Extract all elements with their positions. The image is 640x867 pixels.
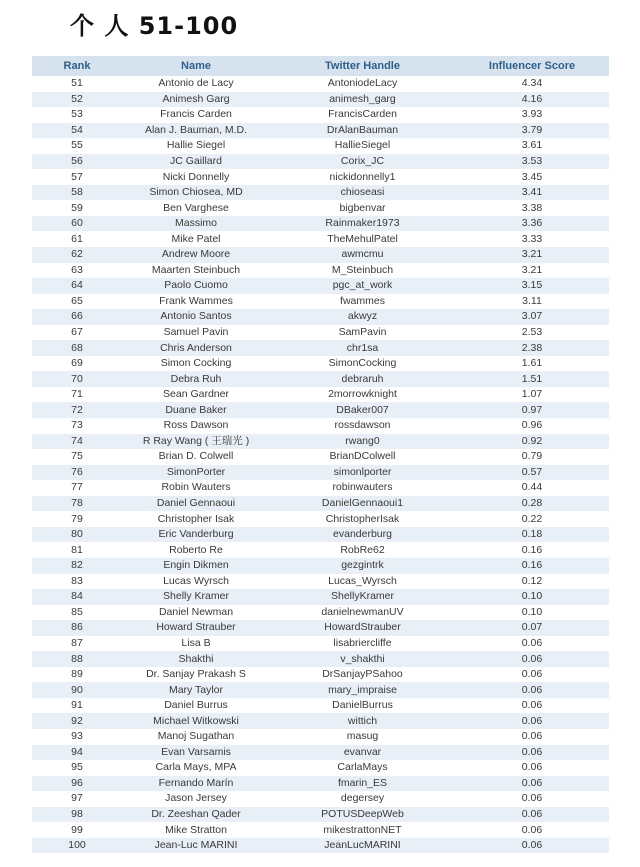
cell-twitter-handle: TheMehulPatel: [270, 231, 455, 247]
table-row: [32, 589, 609, 605]
cell-rank: 82: [32, 558, 122, 574]
cell-name: Dr. Zeeshan Qader: [122, 807, 270, 823]
cell-influencer-score: 4.34: [455, 76, 609, 92]
cell-rank: 100: [32, 838, 122, 854]
cell-twitter-handle: evanvar: [270, 745, 455, 761]
table-row: [32, 651, 609, 667]
cell-rank: 56: [32, 154, 122, 170]
cell-influencer-score: 3.21: [455, 247, 609, 263]
table-row: [32, 620, 609, 636]
cell-influencer-score: 0.16: [455, 558, 609, 574]
table-row: [32, 449, 609, 465]
cell-rank: 98: [32, 807, 122, 823]
cell-influencer-score: 3.11: [455, 294, 609, 310]
table-row: [32, 465, 609, 481]
cell-rank: 84: [32, 589, 122, 605]
cell-influencer-score: 0.06: [455, 776, 609, 792]
table-row: [32, 776, 609, 792]
cell-twitter-handle: mikestrattonNET: [270, 822, 455, 838]
cell-twitter-handle: danielnewmanUV: [270, 605, 455, 621]
table-row: [32, 418, 609, 434]
cell-twitter-handle: Corix_JC: [270, 154, 455, 170]
header-name: Name: [122, 56, 270, 76]
cell-influencer-score: 0.92: [455, 434, 609, 450]
table-row: [32, 838, 609, 854]
cell-twitter-handle: debraruh: [270, 371, 455, 387]
cell-name: Evan Varsamis: [122, 745, 270, 761]
cell-influencer-score: 0.06: [455, 760, 609, 776]
cell-rank: 99: [32, 822, 122, 838]
cell-influencer-score: 1.61: [455, 356, 609, 372]
cell-name: Shakthi: [122, 651, 270, 667]
cell-influencer-score: 3.33: [455, 231, 609, 247]
cell-twitter-handle: SimonCocking: [270, 356, 455, 372]
table-row: [32, 294, 609, 310]
cell-name: Hallie Siegel: [122, 138, 270, 154]
table-row: [32, 605, 609, 621]
cell-influencer-score: 3.21: [455, 263, 609, 279]
cell-twitter-handle: AntoniodeLacy: [270, 76, 455, 92]
cell-name: Daniel Burrus: [122, 698, 270, 714]
cell-influencer-score: 2.53: [455, 325, 609, 341]
cell-name: Alan J. Bauman, M.D.: [122, 123, 270, 139]
cell-twitter-handle: degersey: [270, 791, 455, 807]
cell-influencer-score: 3.53: [455, 154, 609, 170]
cell-influencer-score: 4.16: [455, 92, 609, 108]
cell-rank: 71: [32, 387, 122, 403]
cell-twitter-handle: pgc_at_work: [270, 278, 455, 294]
table-body: [32, 76, 609, 853]
table-row: [32, 434, 609, 450]
cell-name: Daniel Gennaoui: [122, 496, 270, 512]
cell-influencer-score: 3.15: [455, 278, 609, 294]
cell-name: Ross Dawson: [122, 418, 270, 434]
cell-name: Robin Wauters: [122, 480, 270, 496]
cell-twitter-handle: Rainmaker1973: [270, 216, 455, 232]
cell-name: Daniel Newman: [122, 605, 270, 621]
cell-name: Maarten Steinbuch: [122, 263, 270, 279]
table-row: [32, 92, 609, 108]
cell-influencer-score: 3.07: [455, 309, 609, 325]
cell-influencer-score: 0.96: [455, 418, 609, 434]
table-row: [32, 713, 609, 729]
cell-rank: 87: [32, 636, 122, 652]
cell-twitter-handle: DanielGennaoui1: [270, 496, 455, 512]
cell-name: Lisa B: [122, 636, 270, 652]
cell-twitter-handle: DanielBurrus: [270, 698, 455, 714]
cell-rank: 52: [32, 92, 122, 108]
cell-twitter-handle: fmarin_ES: [270, 776, 455, 792]
cell-twitter-handle: JeanLucMARINI: [270, 838, 455, 854]
table-row: [32, 309, 609, 325]
table-row: [32, 138, 609, 154]
cell-rank: 89: [32, 667, 122, 683]
table-row: [32, 698, 609, 714]
cell-twitter-handle: HallieSiegel: [270, 138, 455, 154]
cell-name: Shelly Kramer: [122, 589, 270, 605]
cell-rank: 59: [32, 200, 122, 216]
cell-rank: 88: [32, 651, 122, 667]
cell-rank: 81: [32, 542, 122, 558]
cell-twitter-handle: DrSanjayPSahoo: [270, 667, 455, 683]
cell-influencer-score: 0.57: [455, 465, 609, 481]
cell-twitter-handle: masug: [270, 729, 455, 745]
cell-twitter-handle: mary_impraise: [270, 682, 455, 698]
cell-influencer-score: 3.41: [455, 185, 609, 201]
cell-rank: 72: [32, 402, 122, 418]
cell-twitter-handle: chr1sa: [270, 340, 455, 356]
cell-influencer-score: 0.06: [455, 682, 609, 698]
cell-name: SimonPorter: [122, 465, 270, 481]
cell-influencer-score: 0.06: [455, 729, 609, 745]
header-influencer-score: Influencer Score: [455, 56, 609, 76]
cell-influencer-score: 0.28: [455, 496, 609, 512]
cell-name: Brian D. Colwell: [122, 449, 270, 465]
cell-rank: 91: [32, 698, 122, 714]
cell-twitter-handle: lisabriercliffe: [270, 636, 455, 652]
table-row: [32, 169, 609, 185]
cell-influencer-score: 3.36: [455, 216, 609, 232]
cell-rank: 97: [32, 791, 122, 807]
cell-influencer-score: 0.06: [455, 838, 609, 854]
page-title: 个 人 51-100: [70, 12, 239, 40]
cell-rank: 86: [32, 620, 122, 636]
table-row: [32, 325, 609, 341]
cell-rank: 69: [32, 356, 122, 372]
table-row: [32, 278, 609, 294]
table-row: [32, 682, 609, 698]
cell-rank: 76: [32, 465, 122, 481]
cell-name: Roberto Re: [122, 542, 270, 558]
cell-twitter-handle: M_Steinbuch: [270, 263, 455, 279]
table-row: [32, 745, 609, 761]
cell-influencer-score: 0.97: [455, 402, 609, 418]
cell-twitter-handle: POTUSDeepWeb: [270, 807, 455, 823]
cell-name: Sean Gardner: [122, 387, 270, 403]
table-row: [32, 574, 609, 590]
cell-name: Lucas Wyrsch: [122, 574, 270, 590]
cell-name: Massimo: [122, 216, 270, 232]
cell-name: Christopher Isak: [122, 511, 270, 527]
cell-name: Antonio Santos: [122, 309, 270, 325]
cell-twitter-handle: CarlaMays: [270, 760, 455, 776]
header-rank: Rank: [32, 56, 122, 76]
table-row: [32, 123, 609, 139]
cell-influencer-score: 3.45: [455, 169, 609, 185]
cell-twitter-handle: BrianDColwell: [270, 449, 455, 465]
cell-rank: 80: [32, 527, 122, 543]
table-row: [32, 185, 609, 201]
cell-twitter-handle: evanderburg: [270, 527, 455, 543]
cell-influencer-score: 3.61: [455, 138, 609, 154]
table-row: [32, 263, 609, 279]
cell-rank: 51: [32, 76, 122, 92]
cell-twitter-handle: Lucas_Wyrsch: [270, 574, 455, 590]
cell-twitter-handle: DrAlanBauman: [270, 123, 455, 139]
cell-influencer-score: 0.16: [455, 542, 609, 558]
cell-twitter-handle: rwang0: [270, 434, 455, 450]
table-row: [32, 371, 609, 387]
table-row: [32, 729, 609, 745]
table-row: [32, 480, 609, 496]
cell-name: Animesh Garg: [122, 92, 270, 108]
cell-twitter-handle: ShellyKramer: [270, 589, 455, 605]
table-row: [32, 527, 609, 543]
cell-twitter-handle: 2morrowknight: [270, 387, 455, 403]
table-row: [32, 667, 609, 683]
cell-rank: 74: [32, 434, 122, 450]
cell-rank: 66: [32, 309, 122, 325]
cell-twitter-handle: animesh_garg: [270, 92, 455, 108]
cell-name: Engin Dikmen: [122, 558, 270, 574]
cell-rank: 61: [32, 231, 122, 247]
cell-influencer-score: 0.10: [455, 605, 609, 621]
cell-rank: 55: [32, 138, 122, 154]
cell-name: Howard Strauber: [122, 620, 270, 636]
table-row: [32, 356, 609, 372]
cell-twitter-handle: DBaker007: [270, 402, 455, 418]
cell-rank: 79: [32, 511, 122, 527]
cell-influencer-score: 0.06: [455, 807, 609, 823]
cell-influencer-score: 0.44: [455, 480, 609, 496]
cell-rank: 92: [32, 713, 122, 729]
cell-name: JC Gaillard: [122, 154, 270, 170]
cell-name: Simon Chiosea, MD: [122, 185, 270, 201]
cell-rank: 77: [32, 480, 122, 496]
cell-influencer-score: 0.06: [455, 698, 609, 714]
cell-influencer-score: 0.06: [455, 651, 609, 667]
cell-twitter-handle: ChristopherIsak: [270, 511, 455, 527]
cell-twitter-handle: chioseasi: [270, 185, 455, 201]
table-row: [32, 402, 609, 418]
cell-twitter-handle: HowardStrauber: [270, 620, 455, 636]
cell-name: Mary Taylor: [122, 682, 270, 698]
cell-twitter-handle: gezgintrk: [270, 558, 455, 574]
cell-influencer-score: 0.06: [455, 822, 609, 838]
table-row: [32, 791, 609, 807]
cell-influencer-score: 1.07: [455, 387, 609, 403]
cell-rank: 64: [32, 278, 122, 294]
cell-influencer-score: 0.06: [455, 636, 609, 652]
cell-twitter-handle: rossdawson: [270, 418, 455, 434]
cell-influencer-score: 2.38: [455, 340, 609, 356]
cell-name: Duane Baker: [122, 402, 270, 418]
cell-influencer-score: 0.79: [455, 449, 609, 465]
cell-name: Mike Stratton: [122, 822, 270, 838]
table-row: [32, 542, 609, 558]
cell-rank: 85: [32, 605, 122, 621]
cell-name: Manoj Sugathan: [122, 729, 270, 745]
table-row: [32, 760, 609, 776]
cell-rank: 58: [32, 185, 122, 201]
table-header-row: [32, 56, 609, 76]
table-row: [32, 511, 609, 527]
cell-rank: 95: [32, 760, 122, 776]
cell-rank: 96: [32, 776, 122, 792]
table-row: [32, 636, 609, 652]
cell-rank: 94: [32, 745, 122, 761]
cell-twitter-handle: akwyz: [270, 309, 455, 325]
cell-name: Fernando Marín: [122, 776, 270, 792]
table-row: [32, 231, 609, 247]
table-row: [32, 247, 609, 263]
cell-name: Andrew Moore: [122, 247, 270, 263]
table-row: [32, 807, 609, 823]
cell-name: Chris Anderson: [122, 340, 270, 356]
cell-influencer-score: 0.06: [455, 713, 609, 729]
cell-influencer-score: 0.12: [455, 574, 609, 590]
cell-rank: 93: [32, 729, 122, 745]
table-row: [32, 107, 609, 123]
table-row: [32, 200, 609, 216]
table-row: [32, 154, 609, 170]
cell-twitter-handle: bigbenvar: [270, 200, 455, 216]
cell-rank: 54: [32, 123, 122, 139]
table-row: [32, 76, 609, 92]
cell-name: Paolo Cuomo: [122, 278, 270, 294]
cell-influencer-score: 0.10: [455, 589, 609, 605]
cell-influencer-score: 3.79: [455, 123, 609, 139]
cell-name: Eric Vanderburg: [122, 527, 270, 543]
table-row: [32, 496, 609, 512]
cell-name: Ben Varghese: [122, 200, 270, 216]
cell-rank: 90: [32, 682, 122, 698]
cell-twitter-handle: v_shakthi: [270, 651, 455, 667]
cell-twitter-handle: robinwauters: [270, 480, 455, 496]
cell-name: Mike Patel: [122, 231, 270, 247]
cell-influencer-score: 0.06: [455, 791, 609, 807]
cell-twitter-handle: fwammes: [270, 294, 455, 310]
cell-twitter-handle: simonlporter: [270, 465, 455, 481]
cell-name: Simon Cocking: [122, 356, 270, 372]
cell-influencer-score: 0.06: [455, 667, 609, 683]
table-row: [32, 558, 609, 574]
cell-rank: 53: [32, 107, 122, 123]
cell-name: Michael Witkowski: [122, 713, 270, 729]
cell-rank: 70: [32, 371, 122, 387]
table-row: [32, 387, 609, 403]
cell-name: Debra Ruh: [122, 371, 270, 387]
header-twitter-handle: Twitter Handle: [270, 56, 455, 76]
cell-twitter-handle: awmcmu: [270, 247, 455, 263]
cell-rank: 78: [32, 496, 122, 512]
cell-name: Dr. Sanjay Prakash S: [122, 667, 270, 683]
cell-rank: 83: [32, 574, 122, 590]
cell-name: Nicki Donnelly: [122, 169, 270, 185]
cell-name: Frank Wammes: [122, 294, 270, 310]
cell-name: Francis Carden: [122, 107, 270, 123]
cell-name: Antonio de Lacy: [122, 76, 270, 92]
table-row: [32, 822, 609, 838]
cell-rank: 73: [32, 418, 122, 434]
cell-name: R Ray Wang ( 王瑞光 ): [122, 434, 270, 450]
influencer-ranking-table: [32, 56, 609, 853]
cell-twitter-handle: SamPavin: [270, 325, 455, 341]
cell-name: Carla Mays, MPA: [122, 760, 270, 776]
cell-twitter-handle: nickidonnelly1: [270, 169, 455, 185]
cell-twitter-handle: FrancisCarden: [270, 107, 455, 123]
cell-rank: 57: [32, 169, 122, 185]
cell-influencer-score: 1.51: [455, 371, 609, 387]
cell-name: Jean-Luc MARINI: [122, 838, 270, 854]
cell-influencer-score: 0.18: [455, 527, 609, 543]
cell-rank: 75: [32, 449, 122, 465]
cell-influencer-score: 0.07: [455, 620, 609, 636]
cell-influencer-score: 0.22: [455, 511, 609, 527]
cell-influencer-score: 3.93: [455, 107, 609, 123]
cell-rank: 62: [32, 247, 122, 263]
cell-name: Samuel Pavin: [122, 325, 270, 341]
cell-rank: 63: [32, 263, 122, 279]
cell-rank: 67: [32, 325, 122, 341]
table-row: [32, 340, 609, 356]
cell-rank: 65: [32, 294, 122, 310]
cell-rank: 60: [32, 216, 122, 232]
cell-twitter-handle: RobRe62: [270, 542, 455, 558]
cell-influencer-score: 0.06: [455, 745, 609, 761]
cell-name: Jason Jersey: [122, 791, 270, 807]
cell-twitter-handle: wittich: [270, 713, 455, 729]
table-row: [32, 216, 609, 232]
cell-influencer-score: 3.38: [455, 200, 609, 216]
cell-rank: 68: [32, 340, 122, 356]
